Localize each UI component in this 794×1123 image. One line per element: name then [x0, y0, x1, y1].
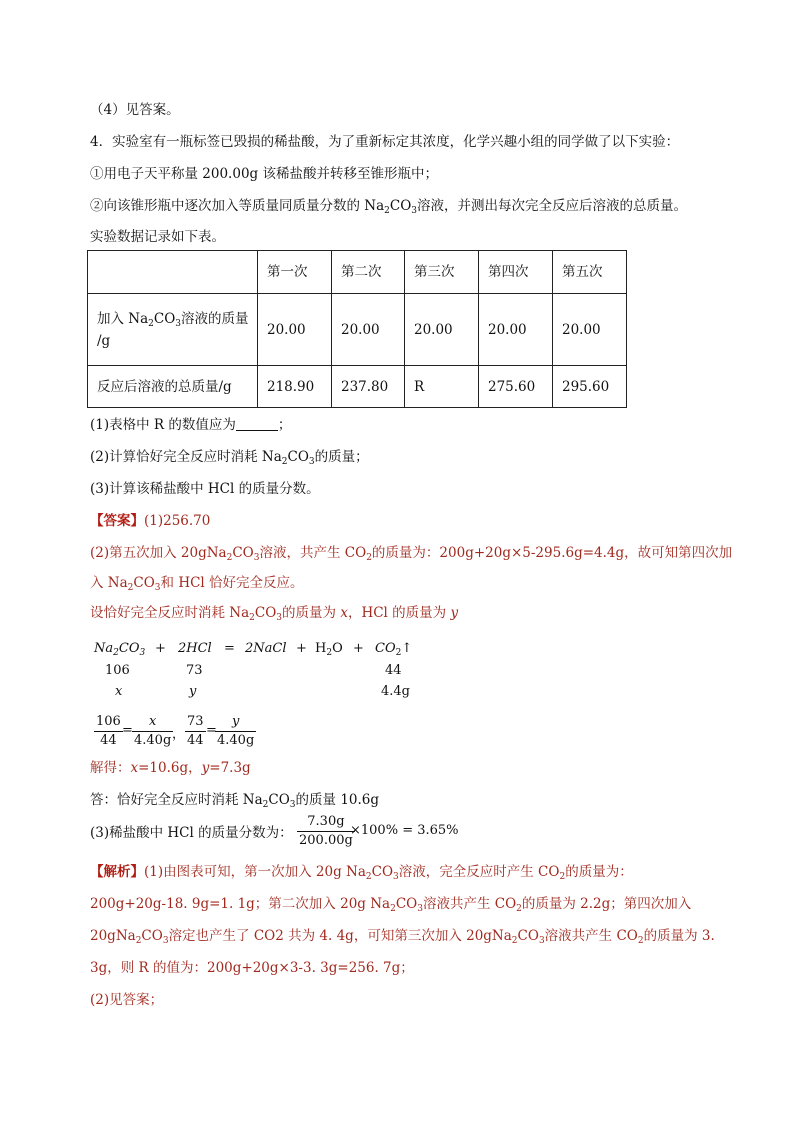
answer-1: 【答案】(1)256.70 [90, 513, 211, 529]
table-cell: 20.00 [332, 294, 405, 366]
fraction-separator: ， [172, 727, 186, 742]
question-3: (3)计算该稀盐酸中 HCl 的质量分数。 [90, 481, 320, 497]
table-cell: 237.80 [332, 366, 405, 408]
table-header-cell: 第二次 [332, 251, 405, 294]
table-header-row [88, 251, 627, 294]
answer-2-line-2: 入 $Na_2CO_3$和 HCl 恰好完全反应。 [90, 575, 304, 593]
solve-result: 解得：x=10.6g，y=7.3g [90, 760, 251, 776]
unknown-x: x [115, 684, 123, 699]
answer-conclusion: 答：恰好完全反应时消耗 $Na_2CO_3$的质量 10.6g [90, 792, 380, 810]
table-cell: R [405, 366, 479, 408]
analysis-line-1: 【解析】(1)由图表可知，第一次加入 20g $Na_2CO_3$溶液，完全反应时产生 $CO_2$的质量为： [90, 864, 633, 882]
table-cell: 20.00 [405, 294, 479, 366]
table-header-cell: 第四次 [479, 251, 553, 294]
row-label-added-mass: 加入 $Na_2CO_3$溶液的质量 /g [88, 294, 258, 366]
table-header-cell: 第一次 [258, 251, 332, 294]
table-cell: 20.00 [258, 294, 332, 366]
fraction-equals: = [206, 723, 217, 738]
question-1: (1)表格中 R 的数值应为 ； [90, 417, 292, 433]
mass-fraction-formula: $\frac{7.30g}{200.00g}$ [299, 814, 353, 848]
table-header-cell [88, 251, 258, 294]
fraction-y-4.40g: $\frac{y}{4.40g}$ [217, 714, 255, 748]
equation-na2co3: $Na_2CO_3$ [94, 641, 146, 658]
fraction-73-44: $\frac{73}{44}$ [187, 714, 204, 748]
equation-plus: + [296, 641, 307, 656]
table-cell: 20.00 [479, 294, 553, 366]
known-co2-mass: 4.4g [381, 684, 410, 699]
answer-2-line-1: (2)第五次加入 $20gNa_2CO_3$溶液，共产生 $CO_2$的质量为：200g+20g×5-295.6g=4.4g，故可知第四次加 [90, 545, 733, 563]
molar-mass-na2co3: 106 [105, 663, 130, 678]
fraction-equals: = [122, 723, 133, 738]
answer-3: (3)稀盐酸中 HCl 的质量分数为： [90, 825, 293, 841]
answer-blank [236, 416, 278, 431]
table-cell: 20.00 [553, 294, 627, 366]
equation-hcl: 2HCl [178, 641, 212, 656]
row-label-total-mass: 反应后溶液的总质量/g [88, 366, 258, 408]
fraction-106-44: $\frac{106}{44}$ [96, 714, 121, 748]
analysis-line-5: (2)见答案； [90, 992, 164, 1008]
table-cell: 295.60 [553, 366, 627, 408]
analysis-line-2: 200g+20g-18. 9g=1. 1g；第二次加入 20g $Na_2CO_3$溶液共产生 $CO_2$的质量为 2.2g；第四次加入 [90, 896, 692, 914]
table-intro: 实验数据记录如下表。 [90, 229, 225, 245]
equation-plus: + [155, 641, 166, 656]
previous-answer-note: （4）见答案。 [90, 102, 180, 118]
mass-fraction-result: ×100% = 3.65% [350, 823, 459, 838]
problem-step-1: ①用电子天平称量 200.00g 该稀盐酸并转移至锥形瓶中； [90, 166, 438, 182]
answer-label: 【答案】 [90, 513, 144, 529]
problem-step-2: ②向该锥形瓶中逐次加入等质量同质量分数的 $Na_2CO_3$溶液，并测出每次完全反应后溶液的总质量。 [90, 198, 688, 216]
fraction-x-4.40g: $\frac{x}{4.40g}$ [134, 714, 172, 748]
molar-mass-hcl: 73 [186, 663, 203, 678]
equation-nacl: 2NaCl [245, 641, 287, 656]
experiment-data-table [87, 250, 627, 408]
problem-stem: 4．实验室有一瓶标签已毁损的稀盐酸，为了重新标定其浓度，化学兴趣小组的同学做了以下实验： [90, 134, 680, 150]
answer-set-variables: 设恰好完全反应时消耗 $Na_2CO_3$的质量为 x，HCl 的质量为 y [90, 605, 459, 623]
equation-co2: $CO_2↑$ [375, 641, 413, 658]
analysis-line-3: $20gNa_2CO_3$溶定也产生了 CO2 共为 4. 4g，可知第三次加入 $20gNa_2CO_3$溶液共产生 $CO_2$的质量为 3. [90, 928, 715, 946]
question-2: (2)计算恰好完全反应时消耗 $Na_2CO_3$的质量； [90, 449, 369, 467]
analysis-label: 【解析】 [90, 864, 144, 880]
table-cell: 218.90 [258, 366, 332, 408]
equation-equals: = [224, 641, 235, 656]
table-row [88, 366, 627, 408]
molar-mass-co2: 44 [385, 663, 402, 678]
equation-plus: + [353, 641, 364, 656]
table-header-cell: 第五次 [553, 251, 627, 294]
table-row [88, 294, 627, 366]
table-cell: 275.60 [479, 366, 553, 408]
unknown-y: y [189, 684, 197, 699]
analysis-line-4: 3g，则 R 的值为：200g+20g×3-3. 3g=256. 7g； [90, 960, 414, 976]
equation-h2o: $H_2O$ [315, 641, 343, 658]
table-header-cell: 第三次 [405, 251, 479, 294]
